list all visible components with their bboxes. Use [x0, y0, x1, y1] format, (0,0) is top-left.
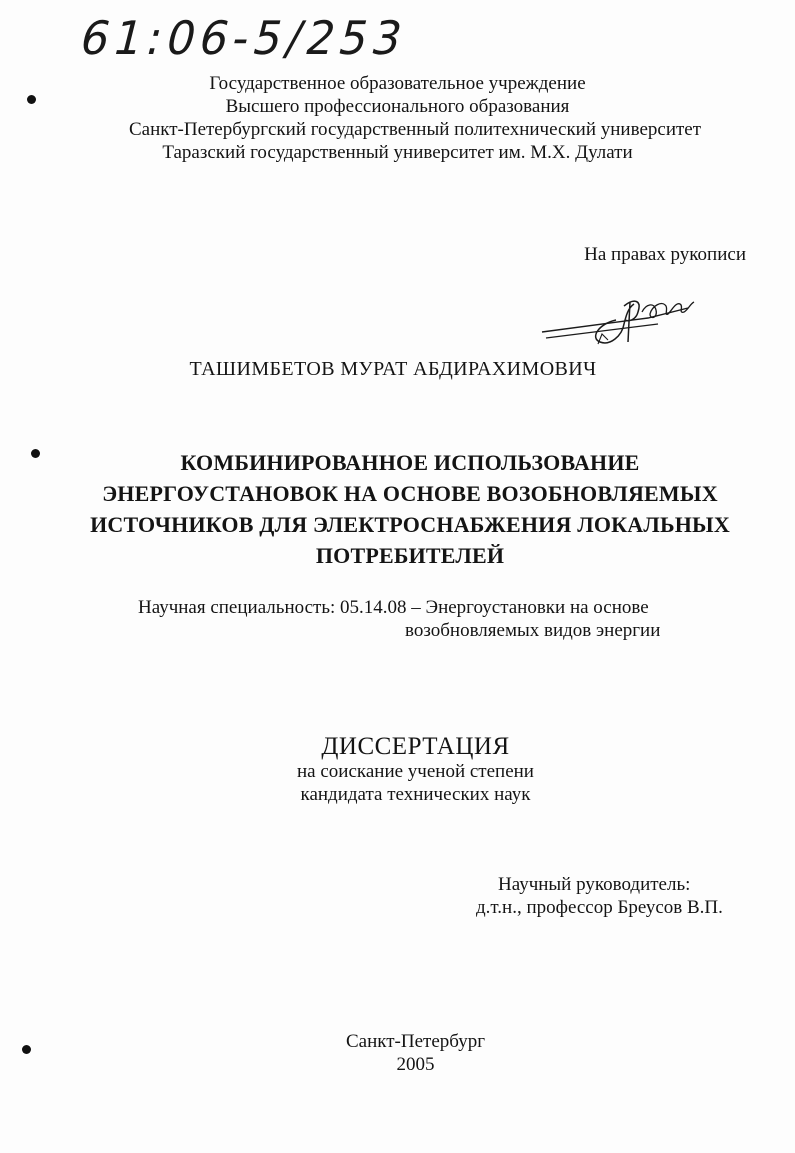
specialty-line: Научная специальность: 05.14.08 – Энергоустановки на основе	[138, 597, 649, 618]
supervisor-label: Научный руководитель:	[498, 874, 691, 895]
punch-hole-dot	[31, 449, 40, 458]
city: Санкт-Петербург	[345, 1031, 485, 1052]
dissertation-heading: ДИССЕРТАЦИЯ	[321, 733, 510, 760]
degree-line: на соискание ученой степени	[297, 761, 534, 782]
author-signature	[538, 280, 698, 350]
author-name: ТАШИМБЕТОВ МУРАТ АБДИРАХИМОВИЧ	[189, 358, 597, 380]
degree-line: кандидата технических наук	[300, 784, 531, 805]
title-line: ПОТРЕБИТЕЛЕЙ	[315, 543, 505, 568]
archive-number: 61:06-5/253	[74, 12, 413, 66]
supervisor-name: д.т.н., профессор Бреусов В.П.	[476, 897, 723, 918]
title-line: ЭНЕРГОУСТАНОВОК НА ОСНОВЕ ВОЗОБНОВЛЯЕМЫХ	[102, 481, 718, 506]
specialty-line: возобновляемых видов энергии	[405, 620, 661, 641]
institution-line: Таразский государственный университет им. М.Х. Дулати	[162, 142, 633, 163]
institution-line: Высшего профессионального образования	[225, 96, 570, 117]
title-line: ИСТОЧНИКОВ ДЛЯ ЭЛЕКТРОСНАБЖЕНИЯ ЛОКАЛЬНЫХ	[90, 512, 730, 537]
thesis-title	[60, 447, 760, 571]
rights-note: На правах рукописи	[584, 244, 746, 265]
institution-line: Государственное образовательное учреждение	[209, 73, 586, 94]
institution-line: Санкт-Петербургский государственный политехнический университет	[128, 119, 702, 140]
title-line: КОМБИНИРОВАННОЕ ИСПОЛЬЗОВАНИЕ	[180, 450, 640, 475]
year: 2005	[396, 1054, 435, 1075]
